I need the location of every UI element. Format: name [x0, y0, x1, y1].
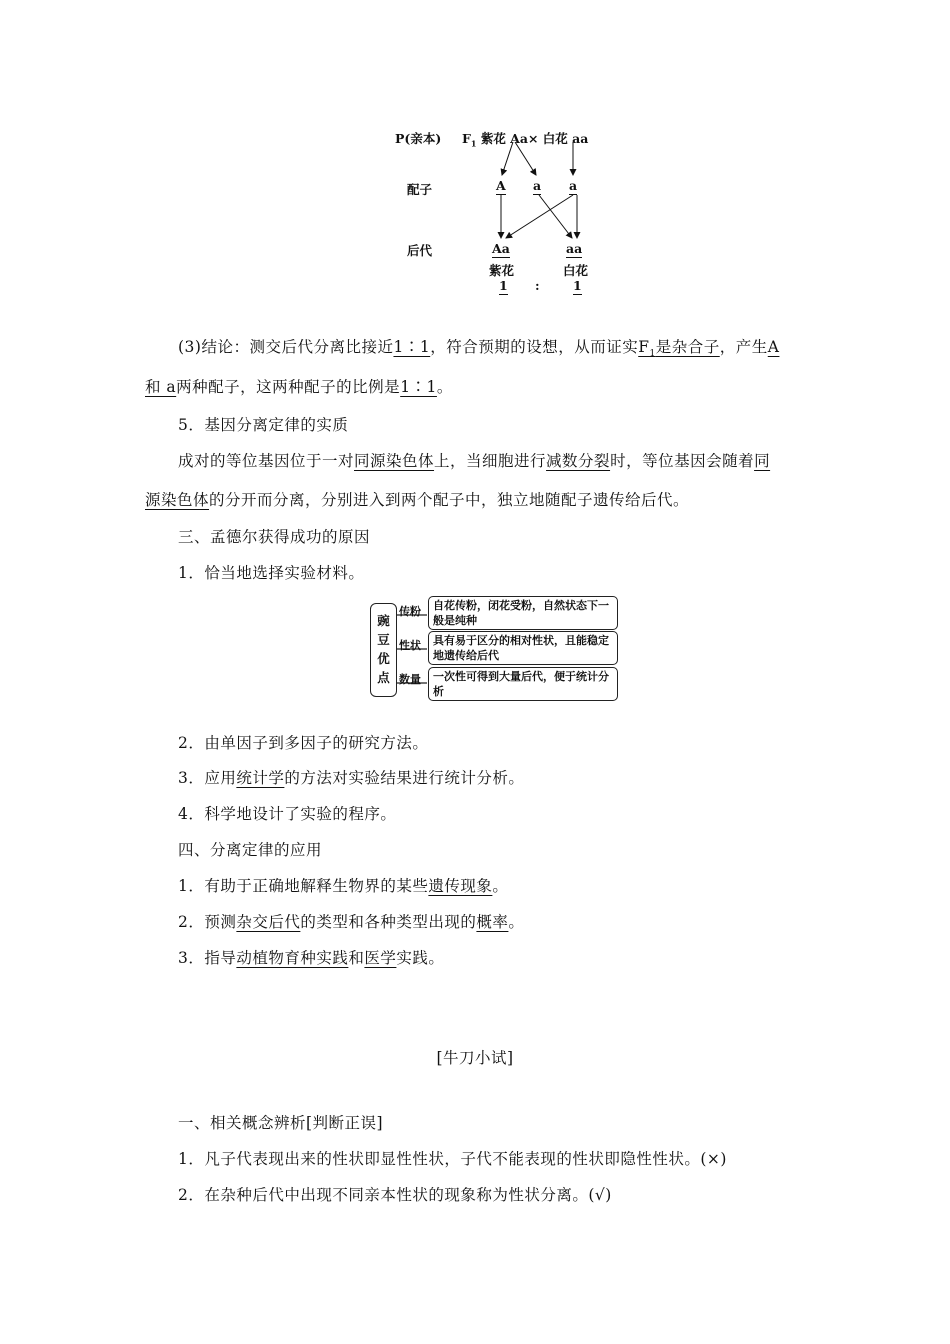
- ratio-left: 1: [499, 278, 508, 293]
- text: 2．预测: [178, 913, 237, 931]
- box-line: 析: [433, 685, 444, 698]
- ratio-answer-2: 1∶1: [400, 378, 437, 396]
- gamete-A-answer: A: [767, 338, 780, 356]
- offspring-label: 后代: [407, 243, 433, 258]
- box-line: 般是纯种: [433, 614, 477, 627]
- text: 两种配子，这两种配子的比例是: [176, 378, 401, 396]
- text: (3)结论：测交后代分离比接近: [178, 338, 394, 356]
- pea-main-box: [370, 603, 397, 697]
- f-subscript: 1: [649, 349, 656, 360]
- offspring-Aa: Aa: [492, 241, 510, 256]
- text: 的类型和各种类型出现的: [300, 913, 477, 931]
- success-item-3: [178, 766, 524, 788]
- success-title: 三、孟德尔获得成功的原因: [178, 528, 371, 546]
- text: 3．指导: [178, 949, 237, 967]
- text: ，符合预期的设想，从而证实: [430, 338, 639, 356]
- gamete-A: A: [496, 178, 506, 193]
- text: 。: [436, 378, 453, 396]
- quiz-heading: [牛刀小试]: [436, 1049, 514, 1067]
- answer-breeding: 动植物育种实践: [236, 949, 349, 967]
- f1-symbol: F: [462, 131, 471, 146]
- box-line: 一次性可得到大量后代，便于统计分: [433, 670, 609, 683]
- text: 3．应用: [178, 769, 237, 787]
- text: 的分开而分离，分别进入到两个配子中，独立地随配子遗传给后代。: [209, 491, 690, 509]
- answer-genetic-phenomena: 遗传现象: [428, 877, 493, 895]
- application-title: 四、分离定律的应用: [178, 841, 323, 859]
- success-item-2: 2．由单因子到多因子的研究方法。: [178, 734, 429, 752]
- box-quantity: [428, 667, 618, 701]
- phenotype-purple: 紫花: [489, 263, 515, 278]
- parent-purple: 紫花 Aa×: [480, 131, 539, 146]
- text: 实践。: [396, 949, 445, 967]
- box-pollination: [428, 596, 618, 630]
- text: 。: [508, 913, 525, 931]
- ratio-answer: 1∶1: [393, 338, 431, 356]
- text: ，产生: [719, 338, 768, 356]
- label-quantity: 数量: [399, 673, 421, 686]
- parent-cross: [462, 129, 588, 149]
- testcross-diagram: [380, 120, 620, 305]
- label-traits: 性状: [399, 639, 421, 652]
- success-item-4: 4．科学地设计了实验的程序。: [178, 805, 397, 823]
- parent-white: 白花 aa: [542, 131, 589, 146]
- gamete-a-2: a: [569, 178, 578, 193]
- essence-line-2: [145, 488, 689, 510]
- answer-hybrid-offspring: 杂交后代: [236, 913, 301, 931]
- quiz-section-title: 一、相关概念辨析[判断正误]: [178, 1114, 384, 1132]
- answer-probability: 概率: [476, 913, 509, 931]
- quiz-question-1: 1．凡子代表现出来的性状即显性性状，子代不能表现的性状即隐性性状。(×): [178, 1150, 727, 1168]
- text: 上，当细胞进行: [434, 452, 547, 470]
- f1-subscript: 1: [470, 138, 477, 149]
- application-item-3: [178, 946, 444, 968]
- box-traits: [428, 631, 618, 665]
- box-line: 具有易于区分的相对性状，且能稳定: [433, 634, 609, 647]
- pea-char: 点: [377, 670, 390, 685]
- gamete-a-1: a: [533, 178, 542, 193]
- ratio-separator: :: [535, 278, 540, 293]
- answer-homologous-2a: 同: [754, 452, 771, 470]
- answer-homologous: 同源染色体: [354, 452, 435, 470]
- text: 成对的等位基因位于一对: [178, 452, 355, 470]
- application-item-2: [178, 910, 524, 932]
- application-item-1: [178, 874, 508, 896]
- essence-title: 5．基因分离定律的实质: [178, 416, 349, 434]
- pea-char: 豆: [377, 632, 390, 647]
- answer-medicine: 医学: [364, 949, 397, 967]
- text: 和: [348, 949, 365, 967]
- gamete-label: 配子: [407, 182, 433, 197]
- answer-statistics: 统计学: [236, 769, 285, 787]
- conclusion-line-1: [178, 335, 779, 359]
- text: 的方法对实验结果进行统计分析。: [284, 769, 525, 787]
- f-symbol: F: [638, 338, 650, 356]
- text: 。: [492, 877, 509, 895]
- gamete-a-answer: 和 a: [145, 378, 177, 396]
- heterozygote-answer: [638, 338, 720, 360]
- ratio-right: 1: [573, 278, 582, 293]
- pea-advantages-diagram: [367, 593, 625, 705]
- pea-char: 豌: [377, 613, 390, 628]
- conclusion-line-2: [145, 375, 453, 397]
- offspring-aa: aa: [566, 241, 583, 256]
- box-line: 自花传粉，闭花受粉，自然状态下一: [433, 599, 609, 612]
- hetero-text: 是杂合子: [655, 338, 720, 356]
- pea-char: 优: [377, 651, 390, 666]
- answer-homologous-2b: 源染色体: [145, 491, 210, 509]
- label-pollination: 传粉: [399, 605, 421, 618]
- box-line: 地遗传给后代: [433, 649, 499, 662]
- essence-line-1: [178, 449, 770, 471]
- answer-meiosis: 减数分裂: [546, 452, 611, 470]
- success-item-1: 1．恰当地选择实验材料。: [178, 564, 365, 582]
- parent-label: P(亲本): [395, 131, 442, 146]
- phenotype-white: 白花: [563, 263, 589, 278]
- text: 时，等位基因会随着: [610, 452, 755, 470]
- quiz-question-2: 2．在杂种后代中出现不同亲本性状的现象称为性状分离。(√): [178, 1186, 612, 1204]
- text: 1．有助于正确地解释生物界的某些: [178, 877, 429, 895]
